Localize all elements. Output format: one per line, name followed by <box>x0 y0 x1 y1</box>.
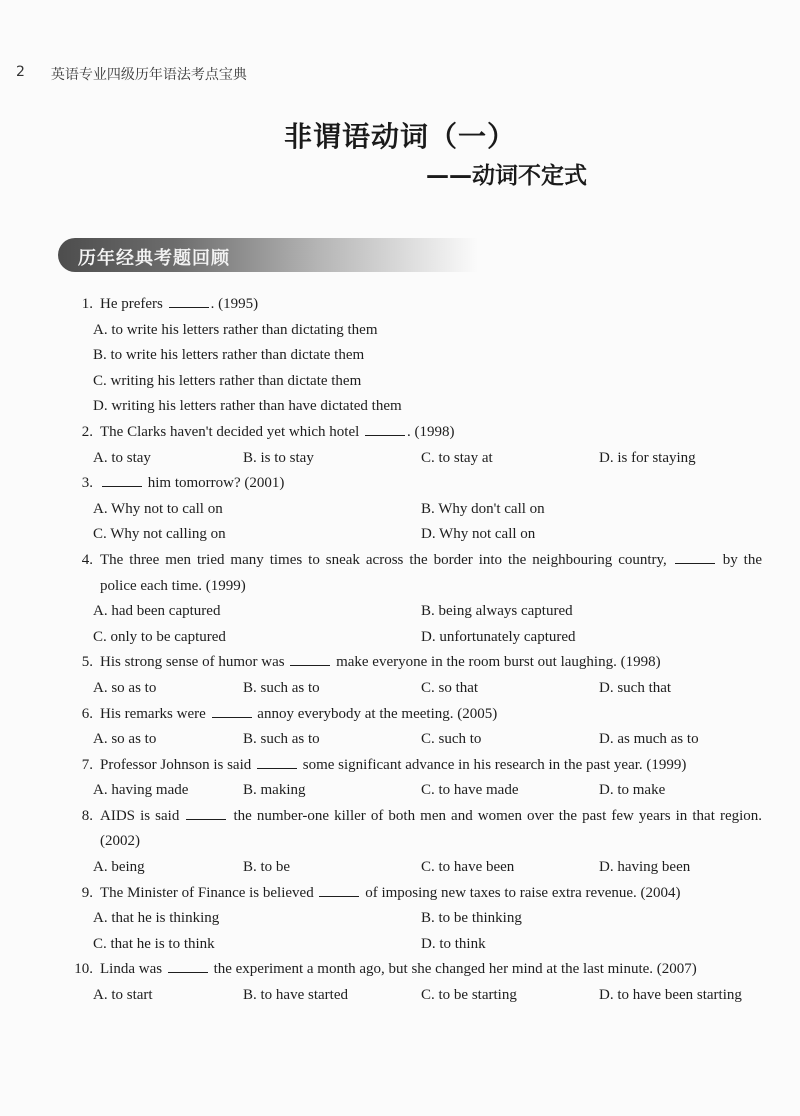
answer-blank <box>168 959 208 973</box>
chapter-title: 非谓语动词（一） <box>283 120 516 153</box>
option-d: D. unfortunately captured <box>421 628 576 645</box>
option-d: D. is for staying <box>599 449 696 466</box>
question-stem: The Clarks haven't decided yet which hotel . (1998) <box>100 423 455 440</box>
question-10 <box>62 957 762 1008</box>
question-list <box>62 292 762 1009</box>
option-c: C. such to <box>421 731 482 748</box>
question-stem: him tomorrow? (2001) <box>100 471 762 497</box>
option-a: A. Why not to call on <box>93 500 223 517</box>
option-d: D. such that <box>599 679 672 696</box>
answer-blank <box>290 652 330 666</box>
answer-blank <box>212 704 252 718</box>
question-stem: He prefers . (1995) <box>100 296 259 312</box>
question-stem: Professor Johnson is said some significant advance in his research in the past year. (1999) <box>100 756 687 773</box>
question-3 <box>62 471 762 548</box>
option-c: C. writing his letters rather than dictate them <box>93 372 362 389</box>
question-number: 2. <box>81 423 93 440</box>
option-c: C. only to be captured <box>93 628 226 645</box>
question-8 <box>62 804 762 881</box>
option-b: B. to write his letters rather than dictate them <box>93 347 365 364</box>
option-a: A. being <box>93 859 145 876</box>
question-2 <box>62 420 762 471</box>
question-stem: His strong sense of humor was make everyone in the room burst out laughing. (1998) <box>100 654 661 671</box>
question-stem: The Minister of Finance is believed of imposing new taxes to raise extra revenue. (2004) <box>100 884 681 901</box>
option-c: C. to have made <box>421 782 519 799</box>
option-b: B. Why don't call on <box>421 500 545 517</box>
question-stem: AIDS is said the number-one killer of both men and women over the past few years in that region. (2002) <box>100 807 763 850</box>
option-c: C. to stay at <box>421 449 493 466</box>
chapter-subtitle: ——动词不定式 <box>426 163 587 189</box>
book-title: 英语专业四级历年语法考点宝典 <box>50 67 247 83</box>
option-b: B. is to stay <box>243 449 314 466</box>
option-d: D. Why not call on <box>421 526 536 543</box>
option-b: B. making <box>243 782 306 799</box>
question-number: 10. <box>74 961 93 978</box>
option-a: A. so as to <box>93 731 157 748</box>
option-c: C. Why not calling on <box>93 526 226 543</box>
question-number: 6. <box>81 705 93 722</box>
question-number: 4. <box>81 551 93 568</box>
answer-blank <box>257 755 297 769</box>
option-c: C. so that <box>421 679 479 696</box>
question-stem: The three men tried many times to sneak across the border into the neighbouring country, by the police each time. (1999) <box>100 551 762 594</box>
question-stem: Linda was the experiment a month ago, but she changed her mind at the last minute. (2007) <box>100 961 697 978</box>
option-a: A. to write his letters rather than dictating them <box>93 321 378 338</box>
option-c: C. to have been <box>421 859 515 876</box>
option-d: D. writing his letters rather than have dictated them <box>93 398 402 415</box>
page-number: 2 <box>16 64 25 80</box>
option-d: D. to have been starting <box>599 987 742 1004</box>
option-a: A. to start <box>93 987 153 1004</box>
option-a: A. having made <box>93 782 189 799</box>
option-c: C. to be starting <box>421 987 517 1004</box>
question-4 <box>62 548 762 650</box>
option-b: B. being always captured <box>421 603 573 620</box>
answer-blank <box>102 473 142 487</box>
question-number: 8. <box>81 807 93 824</box>
question-1 <box>62 292 762 420</box>
question-6 <box>62 702 762 753</box>
option-b: B. to have started <box>243 987 348 1004</box>
option-a: A. had been captured <box>93 603 221 620</box>
option-d: D. having been <box>599 859 691 876</box>
option-a: A. to stay <box>93 449 151 466</box>
option-b: B. such as to <box>243 679 320 696</box>
question-number: 1. <box>81 296 93 312</box>
option-a: A. that he is thinking <box>93 910 220 927</box>
answer-blank <box>319 883 359 897</box>
option-a: A. so as to <box>93 679 157 696</box>
option-b: B. to be <box>243 859 291 876</box>
question-9 <box>62 881 762 958</box>
question-number: 9. <box>81 884 93 901</box>
question-number: 3. <box>81 475 93 492</box>
question-stem: His remarks were annoy everybody at the meeting. (2005) <box>100 705 498 722</box>
question-7 <box>62 753 762 804</box>
option-b: B. such as to <box>243 731 320 748</box>
option-d: D. as much as to <box>599 731 699 748</box>
question-number: 7. <box>81 756 93 773</box>
answer-blank <box>186 806 226 820</box>
question-5 <box>62 650 762 701</box>
answer-blank <box>365 422 405 436</box>
page-header <box>16 64 247 84</box>
option-d: D. to make <box>599 782 666 799</box>
answer-blank <box>169 294 209 308</box>
section-banner <box>58 238 478 272</box>
section-banner-label: 历年经典考题回顾 <box>78 248 230 269</box>
option-c: C. that he is to think <box>93 935 215 952</box>
option-b: B. to be thinking <box>421 910 522 927</box>
option-d: D. to think <box>421 935 486 952</box>
question-number: 5. <box>81 654 93 671</box>
answer-blank <box>675 550 715 564</box>
